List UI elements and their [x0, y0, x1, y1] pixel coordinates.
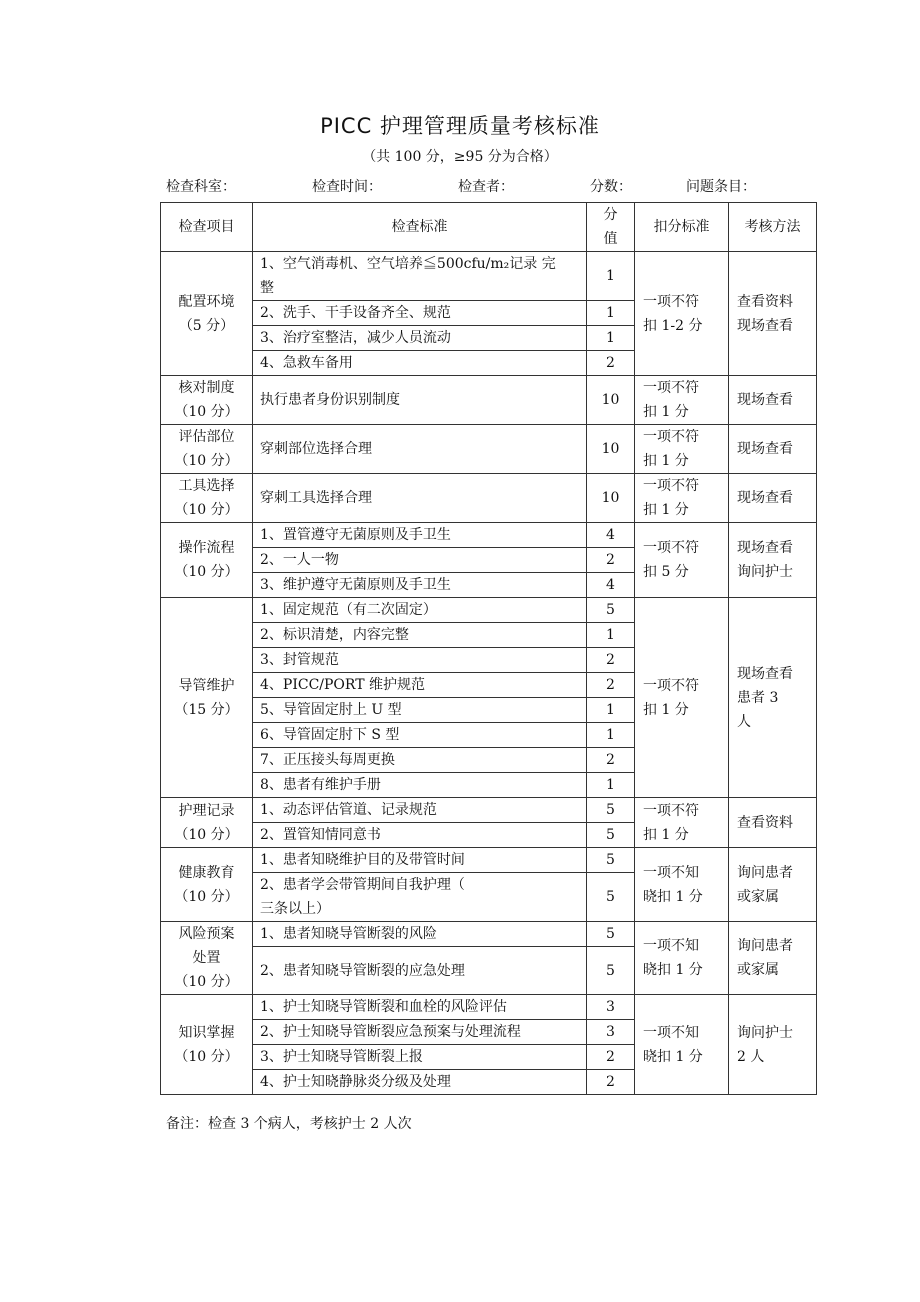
item-name-cell-line: （10 分）: [174, 888, 239, 905]
standard-cell: [253, 673, 587, 698]
page-subtitle: （共 100 分，≥95 分为合格）: [362, 149, 558, 165]
deduct-cell-line: 一项不符: [643, 293, 699, 310]
deduct-cell-line: 一项不符: [643, 478, 699, 494]
header-score-line: 分: [603, 207, 618, 223]
standard-cell: [253, 623, 587, 648]
table-row: [161, 376, 817, 425]
deduct-cell-line: 一项不符: [643, 380, 699, 396]
table-row: [161, 798, 817, 823]
method-cell: [729, 252, 817, 376]
standard-cell: [253, 425, 587, 474]
standard-cell-line: 1、护士知晓导管断裂和血栓的风险评估: [260, 999, 507, 1015]
item-name-cell-line: （15 分）: [174, 701, 239, 718]
deduct-cell: [635, 995, 729, 1095]
score-cell: 5: [587, 873, 635, 922]
standard-cell-line: 2、患者知晓导管断裂的应急处理: [260, 962, 465, 979]
item-name-cell-line: （10 分）: [174, 502, 239, 518]
standard-cell-line: 1、患者知晓维护目的及带管时间: [260, 852, 465, 868]
score-cell: 10: [587, 474, 635, 523]
method-cell-line: 2 人: [737, 1048, 765, 1065]
standard-cell-line: 4、PICC/PORT 维护规范: [260, 677, 425, 693]
standard-cell: [253, 523, 587, 548]
deduct-cell-line: 扣 1 分: [643, 826, 689, 843]
deduct-cell: [635, 523, 729, 598]
table-row: [161, 425, 817, 474]
standard-cell-line: 2、置管知情同意书: [260, 827, 381, 843]
deduct-cell-line: 一项不知: [643, 1024, 699, 1041]
standard-cell-line: 3、封管规范: [260, 652, 339, 668]
deduct-cell-line: 一项不符: [643, 540, 699, 556]
score-cell: 1: [587, 698, 635, 723]
deduct-cell-line: 一项不符: [643, 802, 699, 819]
deduct-cell: [635, 425, 729, 474]
header-score: [587, 203, 635, 252]
inspector-label: 检查者：: [458, 179, 514, 195]
item-name-cell-line: （5 分）: [178, 317, 235, 334]
deduct-cell-line: 一项不符: [643, 677, 699, 694]
method-cell-line: 查看资料: [737, 814, 793, 831]
item-name-cell: [161, 523, 253, 598]
standard-cell-line: 1、空气消毒机、空气培养≦500cfu/m₂记录 完: [260, 256, 556, 272]
dept-label: 检查科室：: [166, 179, 236, 195]
footnote: 备注：检查 3 个病人，考核护士 2 人次: [166, 1116, 412, 1132]
standard-cell: [253, 326, 587, 351]
standard-cell-line: 1、患者知晓导管断裂的风险: [260, 926, 437, 942]
score-cell: 2: [587, 1070, 635, 1095]
table-row: [161, 474, 817, 523]
item-name-cell-line: 配置环境: [178, 293, 235, 310]
item-name-cell: [161, 995, 253, 1095]
deduct-cell: [635, 376, 729, 425]
score-cell: 2: [587, 648, 635, 673]
standard-cell: [253, 1045, 587, 1070]
standard-cell: [253, 1020, 587, 1045]
method-cell-line: 询问护士: [737, 1024, 793, 1041]
standard-cell: [253, 873, 587, 922]
standard-cell-line: 3、护士知晓导管断裂上报: [260, 1049, 423, 1065]
score-cell: 3: [587, 1020, 635, 1045]
standard-cell-line: 整: [260, 280, 274, 296]
method-cell: [729, 523, 817, 598]
method-cell: [729, 598, 817, 798]
item-name-cell-line: （10 分）: [174, 974, 239, 990]
item-name-cell-line: （10 分）: [174, 404, 239, 420]
deduct-cell-line: 扣 1 分: [643, 502, 689, 518]
score-cell: 2: [587, 1045, 635, 1070]
standard-cell-line: 5、导管固定肘上 U 型: [260, 702, 402, 718]
method-cell-line: 人: [737, 713, 751, 730]
standard-cell-line: 3、治疗室整洁，减少人员流动: [260, 330, 451, 346]
table-row: [161, 848, 817, 873]
issues-label: 问题条目：: [686, 179, 756, 195]
standard-cell-line: 2、洗手、干手设备齐全、规范: [260, 305, 451, 321]
standard-cell-line: 穿刺部位选择合理: [260, 441, 372, 457]
item-name-cell-line: 知识掌握: [178, 1024, 235, 1041]
table-header-row: [161, 203, 817, 252]
deduct-cell-line: 晓扣 1 分: [643, 1048, 703, 1065]
score-cell: 1: [587, 301, 635, 326]
standard-cell-line: 3、维护遵守无菌原则及手卫生: [260, 577, 451, 593]
item-name-cell-line: 工具选择: [178, 478, 235, 494]
score-cell: 1: [587, 326, 635, 351]
score-cell: 1: [587, 623, 635, 648]
standard-cell: [253, 947, 587, 995]
method-cell-line: 患者 3: [737, 689, 779, 706]
score-cell: 5: [587, 947, 635, 995]
item-name-cell: [161, 922, 253, 995]
item-name-cell: [161, 598, 253, 798]
score-cell: 4: [587, 523, 635, 548]
standard-cell-line: 2、患者学会带管期间自我护理（: [260, 877, 465, 893]
standard-cell: [253, 995, 587, 1020]
method-cell-line: 或家属: [737, 888, 779, 905]
header-score-line: 值: [603, 231, 618, 247]
deduct-cell-line: 一项不知: [643, 864, 699, 881]
deduct-cell: [635, 598, 729, 798]
standard-cell: [253, 351, 587, 376]
standard-cell-line: 7、正压接头每周更换: [260, 752, 395, 768]
standard-cell-line: 2、护士知晓导管断裂应急预案与处理流程: [260, 1024, 521, 1040]
standard-cell: [253, 474, 587, 523]
method-cell-line: 现场查看: [737, 441, 793, 457]
standard-cell-line: 4、护士知晓静脉炎分级及处理: [260, 1074, 451, 1090]
score-cell: 5: [587, 848, 635, 873]
score-cell: 2: [587, 548, 635, 573]
item-name-cell-line: （10 分）: [174, 826, 239, 843]
table-row: [161, 598, 817, 623]
standard-cell: [253, 922, 587, 947]
header-deduct: 扣分标准: [635, 203, 729, 252]
method-cell-line: 现场查看: [737, 540, 793, 556]
item-name-cell-line: 评估部位: [178, 429, 235, 445]
deduct-cell-line: 一项不知: [643, 938, 699, 954]
header-method: 考核方法: [729, 203, 817, 252]
standard-cell-line: 1、固定规范（有二次固定）: [260, 602, 437, 618]
item-name-cell-line: 核对制度: [178, 380, 235, 396]
item-name-cell-line: （10 分）: [174, 1048, 239, 1065]
method-cell: [729, 474, 817, 523]
item-name-cell-line: 操作流程: [178, 540, 235, 556]
item-name-cell-line: （10 分）: [174, 453, 239, 469]
method-cell-line: 询问患者: [737, 938, 793, 954]
method-cell: [729, 922, 817, 995]
deduct-cell-line: 一项不符: [643, 429, 699, 445]
method-cell: [729, 995, 817, 1095]
standard-cell: [253, 798, 587, 823]
deduct-cell: [635, 798, 729, 848]
standard-cell: [253, 748, 587, 773]
score-cell: 10: [587, 376, 635, 425]
item-name-cell: [161, 376, 253, 425]
table-row: [161, 252, 817, 301]
standard-cell: [253, 252, 587, 301]
standard-cell-line: 执行患者身份识别制度: [260, 392, 400, 408]
standard-cell: [253, 376, 587, 425]
deduct-cell-line: 扣 1 分: [643, 404, 689, 420]
score-cell: 2: [587, 351, 635, 376]
deduct-cell: [635, 848, 729, 922]
score-cell: 1: [587, 773, 635, 798]
item-name-cell: [161, 252, 253, 376]
deduct-cell-line: 扣 1-2 分: [643, 317, 703, 334]
standard-cell-line: 6、导管固定肘下 S 型: [260, 727, 400, 743]
deduct-cell-line: 晓扣 1 分: [643, 888, 703, 905]
standard-cell-line: 1、置管遵守无菌原则及手卫生: [260, 527, 451, 543]
standard-cell: [253, 573, 587, 598]
score-cell: 2: [587, 673, 635, 698]
method-cell-line: 现场查看: [737, 317, 793, 334]
score-cell: 10: [587, 425, 635, 474]
item-name-cell-line: 风险预案: [178, 926, 235, 942]
standard-cell: [253, 848, 587, 873]
score-cell: 5: [587, 922, 635, 947]
method-cell: [729, 425, 817, 474]
standard-cell: [253, 598, 587, 623]
standard-cell: [253, 548, 587, 573]
deduct-cell: [635, 922, 729, 995]
score-cell: 4: [587, 573, 635, 598]
method-cell-line: 询问患者: [737, 864, 793, 881]
method-cell: [729, 848, 817, 922]
standard-cell: [253, 301, 587, 326]
item-name-cell: [161, 798, 253, 848]
standard-cell: [253, 773, 587, 798]
time-label: 检查时间：: [312, 179, 382, 195]
deduct-cell-line: 晓扣 1 分: [643, 962, 703, 978]
item-name-cell-line: 导管维护: [178, 677, 235, 694]
score-label: 分数：: [590, 179, 632, 195]
standard-cell-line: 三条以上）: [260, 901, 330, 917]
item-name-cell: [161, 848, 253, 922]
method-cell: [729, 376, 817, 425]
standard-cell-line: 4、急救车备用: [260, 355, 353, 371]
item-name-cell-line: （10 分）: [174, 564, 239, 580]
item-name-cell-line: 护理记录: [178, 802, 235, 819]
item-name-cell-line: 健康教育: [178, 864, 235, 881]
score-cell: 2: [587, 748, 635, 773]
standard-cell-line: 2、标识清楚，内容完整: [260, 627, 409, 643]
deduct-cell: [635, 252, 729, 376]
standard-cell-line: 2、一人一物: [260, 552, 339, 568]
method-cell-line: 或家属: [737, 962, 779, 978]
method-cell: [729, 798, 817, 848]
table-row: [161, 995, 817, 1020]
method-cell-line: 询问护士: [737, 564, 793, 580]
assessment-table: [160, 202, 817, 1095]
item-name-cell: [161, 425, 253, 474]
page-title: PICC 护理管理质量考核标准: [320, 114, 600, 138]
standard-cell: [253, 1070, 587, 1095]
standard-cell: [253, 823, 587, 848]
score-cell: 5: [587, 598, 635, 623]
inspection-info-row: [166, 176, 826, 198]
standard-cell-line: 穿刺工具选择合理: [260, 490, 372, 506]
score-cell: 1: [587, 723, 635, 748]
table-row: [161, 523, 817, 548]
score-cell: 3: [587, 995, 635, 1020]
item-name-cell-line: 处置: [192, 950, 221, 966]
score-cell: 5: [587, 798, 635, 823]
item-name-cell: [161, 474, 253, 523]
method-cell-line: 现场查看: [737, 490, 793, 506]
method-cell-line: 查看资料: [737, 293, 793, 310]
deduct-cell-line: 扣 5 分: [643, 564, 689, 580]
deduct-cell-line: 扣 1 分: [643, 453, 689, 469]
standard-cell: [253, 648, 587, 673]
header-item: 检查项目: [161, 203, 253, 252]
score-cell: 1: [587, 252, 635, 301]
standard-cell-line: 1、动态评估管道、记录规范: [260, 802, 437, 818]
deduct-cell: [635, 474, 729, 523]
header-standard: 检查标准: [253, 203, 587, 252]
deduct-cell-line: 扣 1 分: [643, 701, 689, 718]
table-row: [161, 922, 817, 947]
score-cell: 5: [587, 823, 635, 848]
standard-cell-line: 8、患者有维护手册: [260, 777, 381, 793]
standard-cell: [253, 723, 587, 748]
method-cell-line: 现场查看: [737, 665, 793, 682]
assessment-table-body: [161, 203, 817, 1095]
standard-cell: [253, 698, 587, 723]
method-cell-line: 现场查看: [737, 392, 793, 408]
